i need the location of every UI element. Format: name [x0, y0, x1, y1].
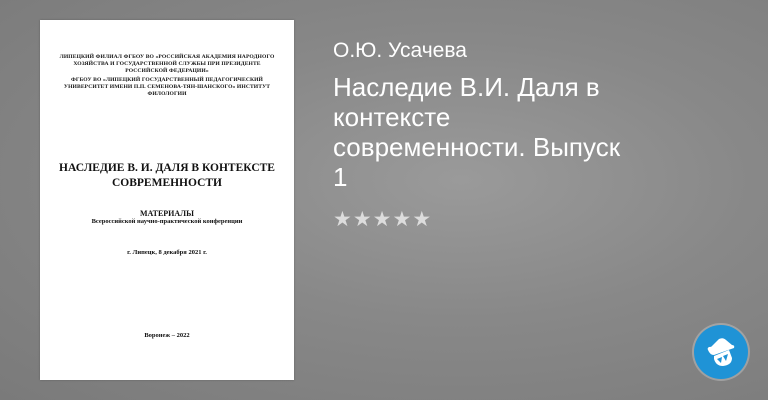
rating-stars[interactable]: [333, 208, 431, 230]
star-icon: ★: [392, 207, 412, 231]
cover-org-line-1: ЛИПЕЦКИЙ ФИЛИАЛ ФГБОУ ВО «РОССИЙСКАЯ АКАДЕМИЯ НАРОДНОГО ХОЗЯЙСТВА И ГОСУДАРСТВЕННОЙ СЛУЖБЫ ПРИ ПРЕЗИДЕНТЕ РОССИЙСКОЙ ФЕДЕРАЦИИ»: [59, 54, 275, 74]
cover-materials: МАТЕРИАЛЫ: [140, 209, 194, 218]
star-icon: ★: [412, 207, 432, 231]
book-author[interactable]: О.Ю. Усачева: [333, 39, 467, 62]
cover-title: НАСЛЕДИЕ В. И. ДАЛЯ В КОНТЕКСТЕ СОВРЕМЕННОСТИ: [59, 162, 275, 189]
cover-conference: Всероссийской научно-практической конференции: [91, 218, 243, 225]
star-icon: ★: [352, 207, 372, 231]
cover-place-date: г. Липецк, 8 декабря 2021 г.: [127, 249, 207, 256]
star-icon: ★: [372, 207, 392, 231]
detective-hat-icon: [702, 333, 740, 371]
book-title: Наследие В.И. Даля в контексте современности. Выпуск 1: [333, 72, 621, 192]
star-icon: ★: [333, 207, 352, 231]
detective-badge[interactable]: [694, 325, 748, 379]
book-cover[interactable]: [40, 20, 294, 380]
cover-city-year: Воронеж – 2022: [144, 332, 190, 339]
cover-org-line-2: ФГБОУ ВО «ЛИПЕЦКИЙ ГОСУДАРСТВЕННЫЙ ПЕДАГОГИЧЕСКИЙ УНИВЕРСИТЕТ ИМЕНИ П.П. СЕМЕНОВА-ТЯН-ШАНСКОГО» ИНСТИТУТ ФИЛОЛОГИИ: [63, 77, 271, 97]
